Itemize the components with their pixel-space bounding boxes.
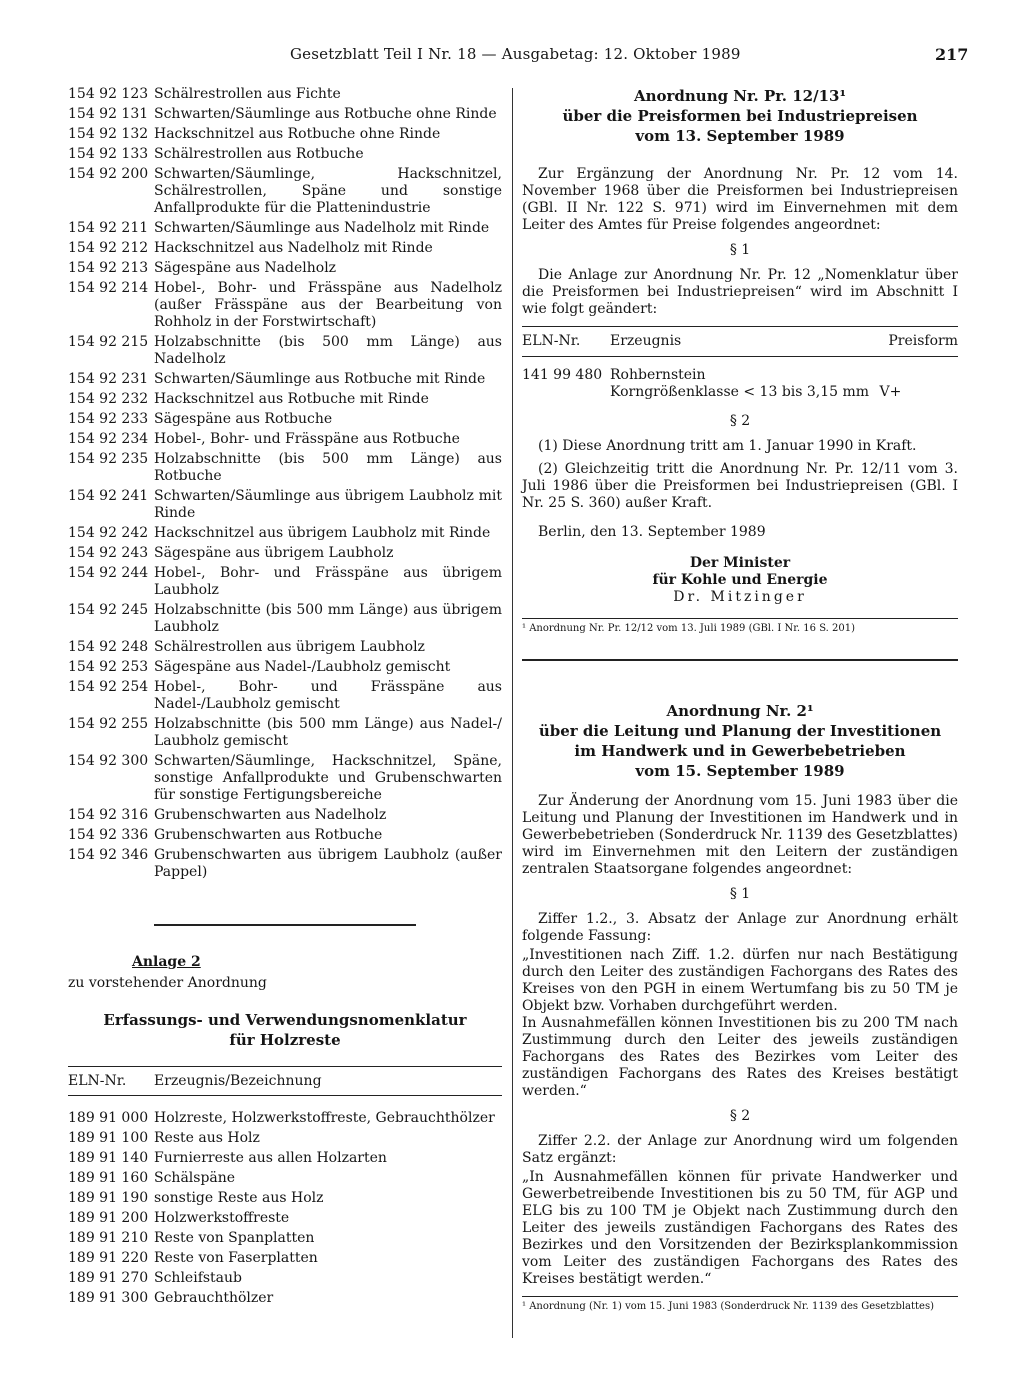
eln-number: 154 92 245 [68,602,149,618]
eln-number: 189 91 270 [68,1270,149,1286]
left-column [68,86,502,1310]
eln-description: Hackschnitzel aus Nadelholz mit Rinde [154,240,433,256]
eln-number: 154 92 254 [68,679,149,695]
a2-title-2: über die Leitung und Planung der Investitionen [538,722,942,740]
eln-number: 154 92 131 [68,106,149,122]
eln-description: sonstige Reste aus Holz [154,1190,324,1206]
a1-section-2-p1: (1) Diese Anordnung tritt am 1. Januar 1990 in Kraft. [538,438,917,454]
eln-number: 154 92 123 [68,86,149,102]
price-table-header [522,326,958,357]
price-col-preisform: Preisform [888,333,958,349]
holzreste-list [68,1110,502,1307]
price-row-erzeugnis-2: Korngrößenklasse < 13 bis 3,15 mm [610,384,870,400]
list-item [68,86,502,103]
eln-description: Holzabschnitte (bis 500 mm Länge) aus Rotbuche [154,451,502,484]
eln-number: 154 92 214 [68,280,149,296]
a1-section-1-text: Die Anlage zur Anordnung Nr. Pr. 12 „Nomenklatur über die Preisformen bei Industriepreisen“ wird im Abschnitt I wie folgt geändert: [522,267,958,317]
a2-section-2-text: Ziffer 2.2. der Anlage zur Anordnung wird um folgenden Satz ergänzt: [522,1133,958,1166]
list-item [68,1290,502,1307]
eln-number: 189 91 300 [68,1290,149,1306]
list-item [68,639,502,656]
eln-description: Schwarten/Säumlinge aus übrigem Laubholz mit Rinde [154,488,502,521]
a1-place-date: Berlin, den 13. September 1989 [538,524,766,540]
header-title: Gesetzblatt Teil I Nr. 18 — Ausgabetag: 12. Oktober 1989 [290,45,741,63]
eln-number: 189 91 140 [68,1150,149,1166]
eln-number: 154 92 133 [68,146,149,162]
eln-number: 189 91 200 [68,1210,149,1226]
column-header-erzeugnis: Erzeugnis/Bezeichnung [154,1073,322,1089]
eln-description: Grubenschwarten aus Rotbuche [154,827,383,843]
list-item [68,411,502,428]
eln-description: Schälrestrollen aus Fichte [154,86,341,102]
eln-number: 154 92 213 [68,260,149,276]
eln-number: 154 92 132 [68,126,149,142]
eln-number: 154 92 215 [68,334,149,350]
eln-number: 189 91 220 [68,1250,149,1266]
eln-description: Hobel-, Bohr- und Frässpäne aus Rotbuche [154,431,460,447]
a1-signature-name: Dr. Mitzinger [673,589,807,605]
section-divider [154,924,416,926]
list-item [68,146,502,163]
eln-description: Schwarten/Säumlinge aus Rotbuche ohne Rinde [154,106,497,122]
eln-number: 154 92 211 [68,220,149,236]
eln-number: 189 91 190 [68,1190,149,1206]
eln-description: Hackschnitzel aus Rotbuche ohne Rinde [154,126,441,142]
eln-description: Reste von Faserplatten [154,1250,318,1266]
a2-section-1-quote-1: „Investitionen nach Ziff. 1.2. dürfen nur nach Bestätigung durch den Leiter des zuständigen Fachorgans des Rates des Kreises von den PGH in einem Wertumfang bis zu 50 TM je Objekt bzw. Vorhaben durchgeführt werden. [522,947,958,1014]
price-row-erzeugnis-1: Rohbernstein [610,367,706,383]
list-item [68,280,502,331]
a2-section-1-quote-2: In Ausnahmefällen können Investitionen bis zu 200 TM nach Zustimmung durch den Leiter des jeweils zuständigen Fachorgans des Rates des Bezirkes vom Leiter des zuständigen Fachorgans des Rates des Kreises bestätigt werden.“ [522,1015,958,1099]
eln-description: Holzabschnitte (bis 500 mm Länge) aus Nadel-/ Laubholz gemischt [154,716,502,749]
eln-description: Sägespäne aus übrigem Laubholz [154,545,394,561]
eln-description: Holzwerkstoffreste [154,1210,290,1226]
eln-description: Schwarten/Säumlinge aus Rotbuche mit Rinde [154,371,486,387]
list-item [68,1270,502,1287]
eln-number: 154 92 241 [68,488,149,504]
eln-description: Hobel-, Bohr- und Frässpäne aus Nadel-/Laubholz gemischt [154,679,502,712]
list-item [68,371,502,388]
section-divider-right [522,659,958,661]
eln-number: 189 91 100 [68,1130,149,1146]
list-item [68,1130,502,1147]
eln-number: 154 92 242 [68,525,149,541]
price-col-eln: ELN-Nr. [522,333,581,349]
page-header [0,44,1024,66]
list-item [68,240,502,257]
table-header [68,1066,502,1096]
eln-description: Furnierreste aus allen Holzarten [154,1150,387,1166]
price-col-erzeugnis: Erzeugnis [610,333,682,349]
a2-footnote: ¹ Anordnung (Nr. 1) vom 15. Juni 1983 (Sonderdruck Nr. 1139 des Gesetzblattes) [522,1296,958,1313]
list-item [68,488,502,522]
eln-number: 154 92 200 [68,166,149,182]
list-item [68,431,502,448]
a1-title-2: über die Preisformen bei Industriepreisen [562,107,918,125]
a1-intro: Zur Ergänzung der Anordnung Nr. Pr. 12 vom 14. November 1968 über die Preisformen bei Industriepreisen (GBl. II Nr. 122 S. 971) wird im Einvernehmen mit dem Leiter des Amtes für Preise folgendes angeordnet: [522,166,958,233]
eln-number: 154 92 255 [68,716,149,732]
eln-description: Holzabschnitte (bis 500 mm Länge) aus Nadelholz [154,334,502,367]
price-table-row [522,367,958,401]
list-item [68,1210,502,1227]
eln-number: 154 92 316 [68,807,149,823]
list-item [68,1250,502,1267]
a1-title-3: vom 13. September 1989 [635,127,845,145]
eln-description: Schwarten/Säumlinge, Hackschnitzel, Späne, sonstige Anfallprodukte und Grubenschwarten für sonstige Fertigungsbereiche [154,753,502,803]
eln-number: 154 92 346 [68,847,149,863]
eln-description: Holzabschnitte (bis 500 mm Länge) aus übrigem Laubholz [154,602,502,635]
a2-intro: Zur Änderung der Anordnung vom 15. Juni 1983 über die Leitung und Planung der Investitionen im Handwerk und in Gewerbebetrieben (Sonderdruck Nr. 1139 des Gesetzblattes) wird im Einvernehmen mit den Leitern der zuständigen zentralen Staatsorgane folgendes angeordnet: [522,793,958,877]
column-divider [512,88,513,1338]
eln-number: 154 92 336 [68,827,149,843]
price-row-preisform: V+ [879,384,902,400]
eln-description: Gebrauchthölzer [154,1290,274,1306]
a2-title-4: vom 15. September 1989 [635,762,845,780]
eln-description: Grubenschwarten aus übrigem Laubholz (außer Pappel) [154,847,502,880]
list-item [68,807,502,824]
a2-title-1: Anordnung Nr. 2¹ [666,702,814,720]
eln-number: 154 92 212 [68,240,149,256]
page-number: 217 [935,45,969,64]
list-item [68,334,502,368]
eln-number: 189 91 210 [68,1230,149,1246]
a2-title-3: im Handwerk und in Gewerbebetrieben [574,742,906,760]
eln-description: Hobel-, Bohr- und Frässpäne aus übrigem Laubholz [154,565,502,598]
nomenklatur-title-1: Erfassungs- und Verwendungsnomenklatur [103,1011,467,1029]
list-item [68,847,502,881]
eln-description: Holzreste, Holzwerkstoffreste, Gebrauchthölzer [154,1110,495,1126]
eln-description: Schwarten/Säumlinge, Hackschnitzel, Schälrestrollen, Späne und sonstige Anfallprodukte für die Plattenindustrie [154,166,502,216]
eln-number: 154 92 243 [68,545,149,561]
list-item [68,1190,502,1207]
eln-number: 154 92 253 [68,659,149,675]
list-item [68,1230,502,1247]
eln-description: Schälrestrollen aus übrigem Laubholz [154,639,425,655]
list-item [68,659,502,676]
eln-description: Reste von Spanplatten [154,1230,315,1246]
list-item [68,545,502,562]
eln-description: Sägespäne aus Nadelholz [154,260,337,276]
list-item [68,166,502,217]
list-item [68,753,502,804]
list-item [68,525,502,542]
eln-number: 154 92 233 [68,411,149,427]
eln-number: 189 91 000 [68,1110,149,1126]
eln-number: 154 92 300 [68,753,149,769]
a2-section-2: § 2 [729,1108,751,1124]
list-item [68,391,502,408]
list-item [68,716,502,750]
eln-description: Schälrestrollen aus Rotbuche [154,146,364,162]
column-header-eln: ELN-Nr. [68,1073,127,1089]
a2-section-1: § 1 [729,886,751,902]
a2-section-2-quote: „In Ausnahmefällen können für private Handwerker und Gewerbetreibende Investitionen bis zu 50 TM, für AGP und ELG bis zu 100 TM je Objekt nach Zustimmung durch den Leiter des jeweils zuständigen Fachorgans des Rates des Bezirkes und den Vorsitzenden der Bezirksplankommission vom Leiter des zuständigen Fachorgans des Rates des Kreises bestätigt werden.“ [522,1169,958,1287]
anlage-subtitle: zu vorstehender Anordnung [68,975,267,991]
list-item [68,1150,502,1167]
list-item [68,106,502,123]
price-row-eln: 141 99 480 [522,367,603,383]
eln-description: Grubenschwarten aus Nadelholz [154,807,387,823]
a1-section-2: § 2 [729,413,751,429]
eln-description: Reste aus Holz [154,1130,260,1146]
a1-title-1: Anordnung Nr. Pr. 12/13¹ [633,87,847,105]
list-item [68,220,502,237]
a2-section-1-text: Ziffer 1.2., 3. Absatz der Anlage zur Anordnung erhält folgende Fassung: [522,911,958,944]
eln-description: Sägespäne aus Rotbuche [154,411,333,427]
list-item [68,126,502,143]
eln-number: 154 92 248 [68,639,149,655]
eln-number: 154 92 235 [68,451,149,467]
eln-number: 154 92 231 [68,371,149,387]
a1-signature-role-1: Der Minister [689,555,791,571]
list-item [68,827,502,844]
list-item [68,602,502,636]
eln-number: 154 92 244 [68,565,149,581]
list-item [68,1110,502,1127]
list-item [68,679,502,713]
eln-description: Schwarten/Säumlinge aus Nadelholz mit Rinde [154,220,490,236]
nomenklatur-title-2: für Holzreste [229,1031,341,1049]
eln-number: 154 92 234 [68,431,149,447]
eln-number: 189 91 160 [68,1170,149,1186]
eln-entry-list [68,86,502,881]
list-item [68,451,502,485]
anlage-title: Anlage 2 [132,954,201,970]
eln-description: Sägespäne aus Nadel-/Laubholz gemischt [154,659,451,675]
a1-footnote: ¹ Anordnung Nr. Pr. 12/12 vom 13. Juli 1989 (GBl. I Nr. 16 S. 201) [522,618,958,635]
eln-description: Schleifstaub [154,1270,243,1286]
eln-description: Hackschnitzel aus übrigem Laubholz mit Rinde [154,525,491,541]
list-item [68,565,502,599]
eln-description: Hobel-, Bohr- und Frässpäne aus Nadelholz (außer Frässpäne aus der Bearbeitung von Rohholz in der Forstwirtschaft) [154,280,502,330]
eln-description: Schälspäne [154,1170,236,1186]
a1-section-1: § 1 [729,242,751,258]
list-item [68,260,502,277]
eln-number: 154 92 232 [68,391,149,407]
a1-section-2-p2: (2) Gleichzeitig tritt die Anordnung Nr. Pr. 12/11 vom 3. Juli 1986 über die Preisformen bei Industriepreisen (GBl. I Nr. 25 S. 360) außer Kraft. [522,461,958,511]
right-column [522,86,958,1313]
a1-signature-role-2: für Kohle und Energie [652,572,828,588]
list-item [68,1170,502,1187]
eln-description: Hackschnitzel aus Rotbuche mit Rinde [154,391,429,407]
